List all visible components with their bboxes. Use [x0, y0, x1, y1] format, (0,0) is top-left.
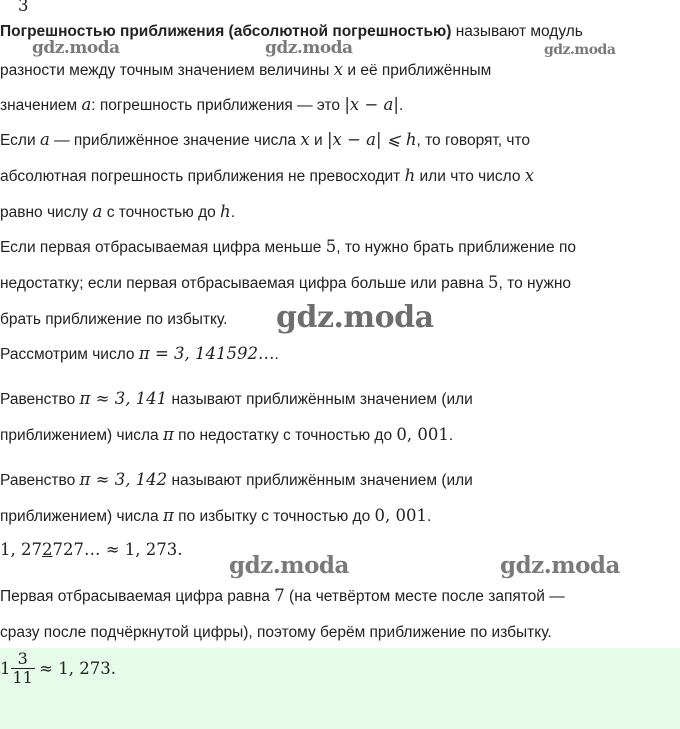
- definition-line-2: разности между точным значением величины x и её приближённым: [0, 60, 492, 79]
- condition-line-1: Если a — приближённое значение числа x и |x − a| ⩽ h, то говорят, что: [0, 130, 531, 149]
- watermark: gdz.moda: [544, 42, 616, 58]
- pi-example2-line-2: приближением) числа π по избытку с точностью до 0, 001.: [0, 506, 432, 525]
- watermark: gdz.moda: [276, 300, 434, 335]
- condition-line-2: абсолютная погрешность приближения не превосходит h или что число x: [0, 166, 535, 185]
- pi-value: π = 3, 141592…: [138, 344, 275, 363]
- inequality-formula: |x − a| ⩽ h: [326, 130, 417, 149]
- fraction: $\frac{3}{11}$: [12, 649, 33, 687]
- watermark: gdz.moda: [265, 38, 353, 58]
- watermark: gdz.moda: [229, 552, 349, 579]
- definition-line-1: Погрешностью приближения (абсолютной погрешностью) называют модуль: [0, 23, 583, 40]
- definition-line-3: значением a: погрешность приближения — это |x − a|.: [0, 95, 404, 114]
- example-number-line: 1, 272727… ≈ 1, 273.: [0, 540, 183, 559]
- rule-line-1: Если первая отбрасываемая цифра меньше 5, то нужно брать приближение по: [0, 237, 576, 256]
- condition-line-3: равно числу a с точностью до h.: [0, 202, 235, 221]
- rule-line-2: недостатку; если первая отбрасываемая цифра больше или равна 5, то нужно: [0, 273, 572, 292]
- pi-example2-line-1: Равенство π ≈ 3, 142 называют приближённым значением (или: [0, 470, 473, 489]
- pi-example1-line-1: Равенство π ≈ 3, 141 называют приближённым значением (или: [0, 389, 473, 408]
- rule-line-3: брать приближение по избытку.: [0, 311, 228, 328]
- explanation-line-2: сразу после подчёркнутой цифры), поэтому берём приближение по избытку.: [0, 624, 552, 641]
- watermark: gdz.moda: [500, 552, 620, 579]
- pi-intro-line: Рассмотрим число π = 3, 141592….: [0, 344, 279, 363]
- mixed-fraction-line: 1 $\frac{3}{11}$ ≈ 1, 273.: [0, 649, 116, 687]
- pi-example1-line-2: приближением) числа π по недостатку с точностью до 0, 001.: [0, 425, 454, 444]
- watermark: gdz.moda: [32, 38, 120, 58]
- explanation-line-1: Первая отбрасываемая цифра равна 7 (на четвёртом месте после запятой —: [0, 586, 565, 605]
- error-formula: |x − a|: [344, 95, 399, 114]
- cut-off-fragment: 3: [18, 0, 29, 15]
- definition-term: Погрешностью приближения (абсолютной погрешностью): [0, 23, 452, 40]
- underlined-digit: 2: [41, 540, 53, 559]
